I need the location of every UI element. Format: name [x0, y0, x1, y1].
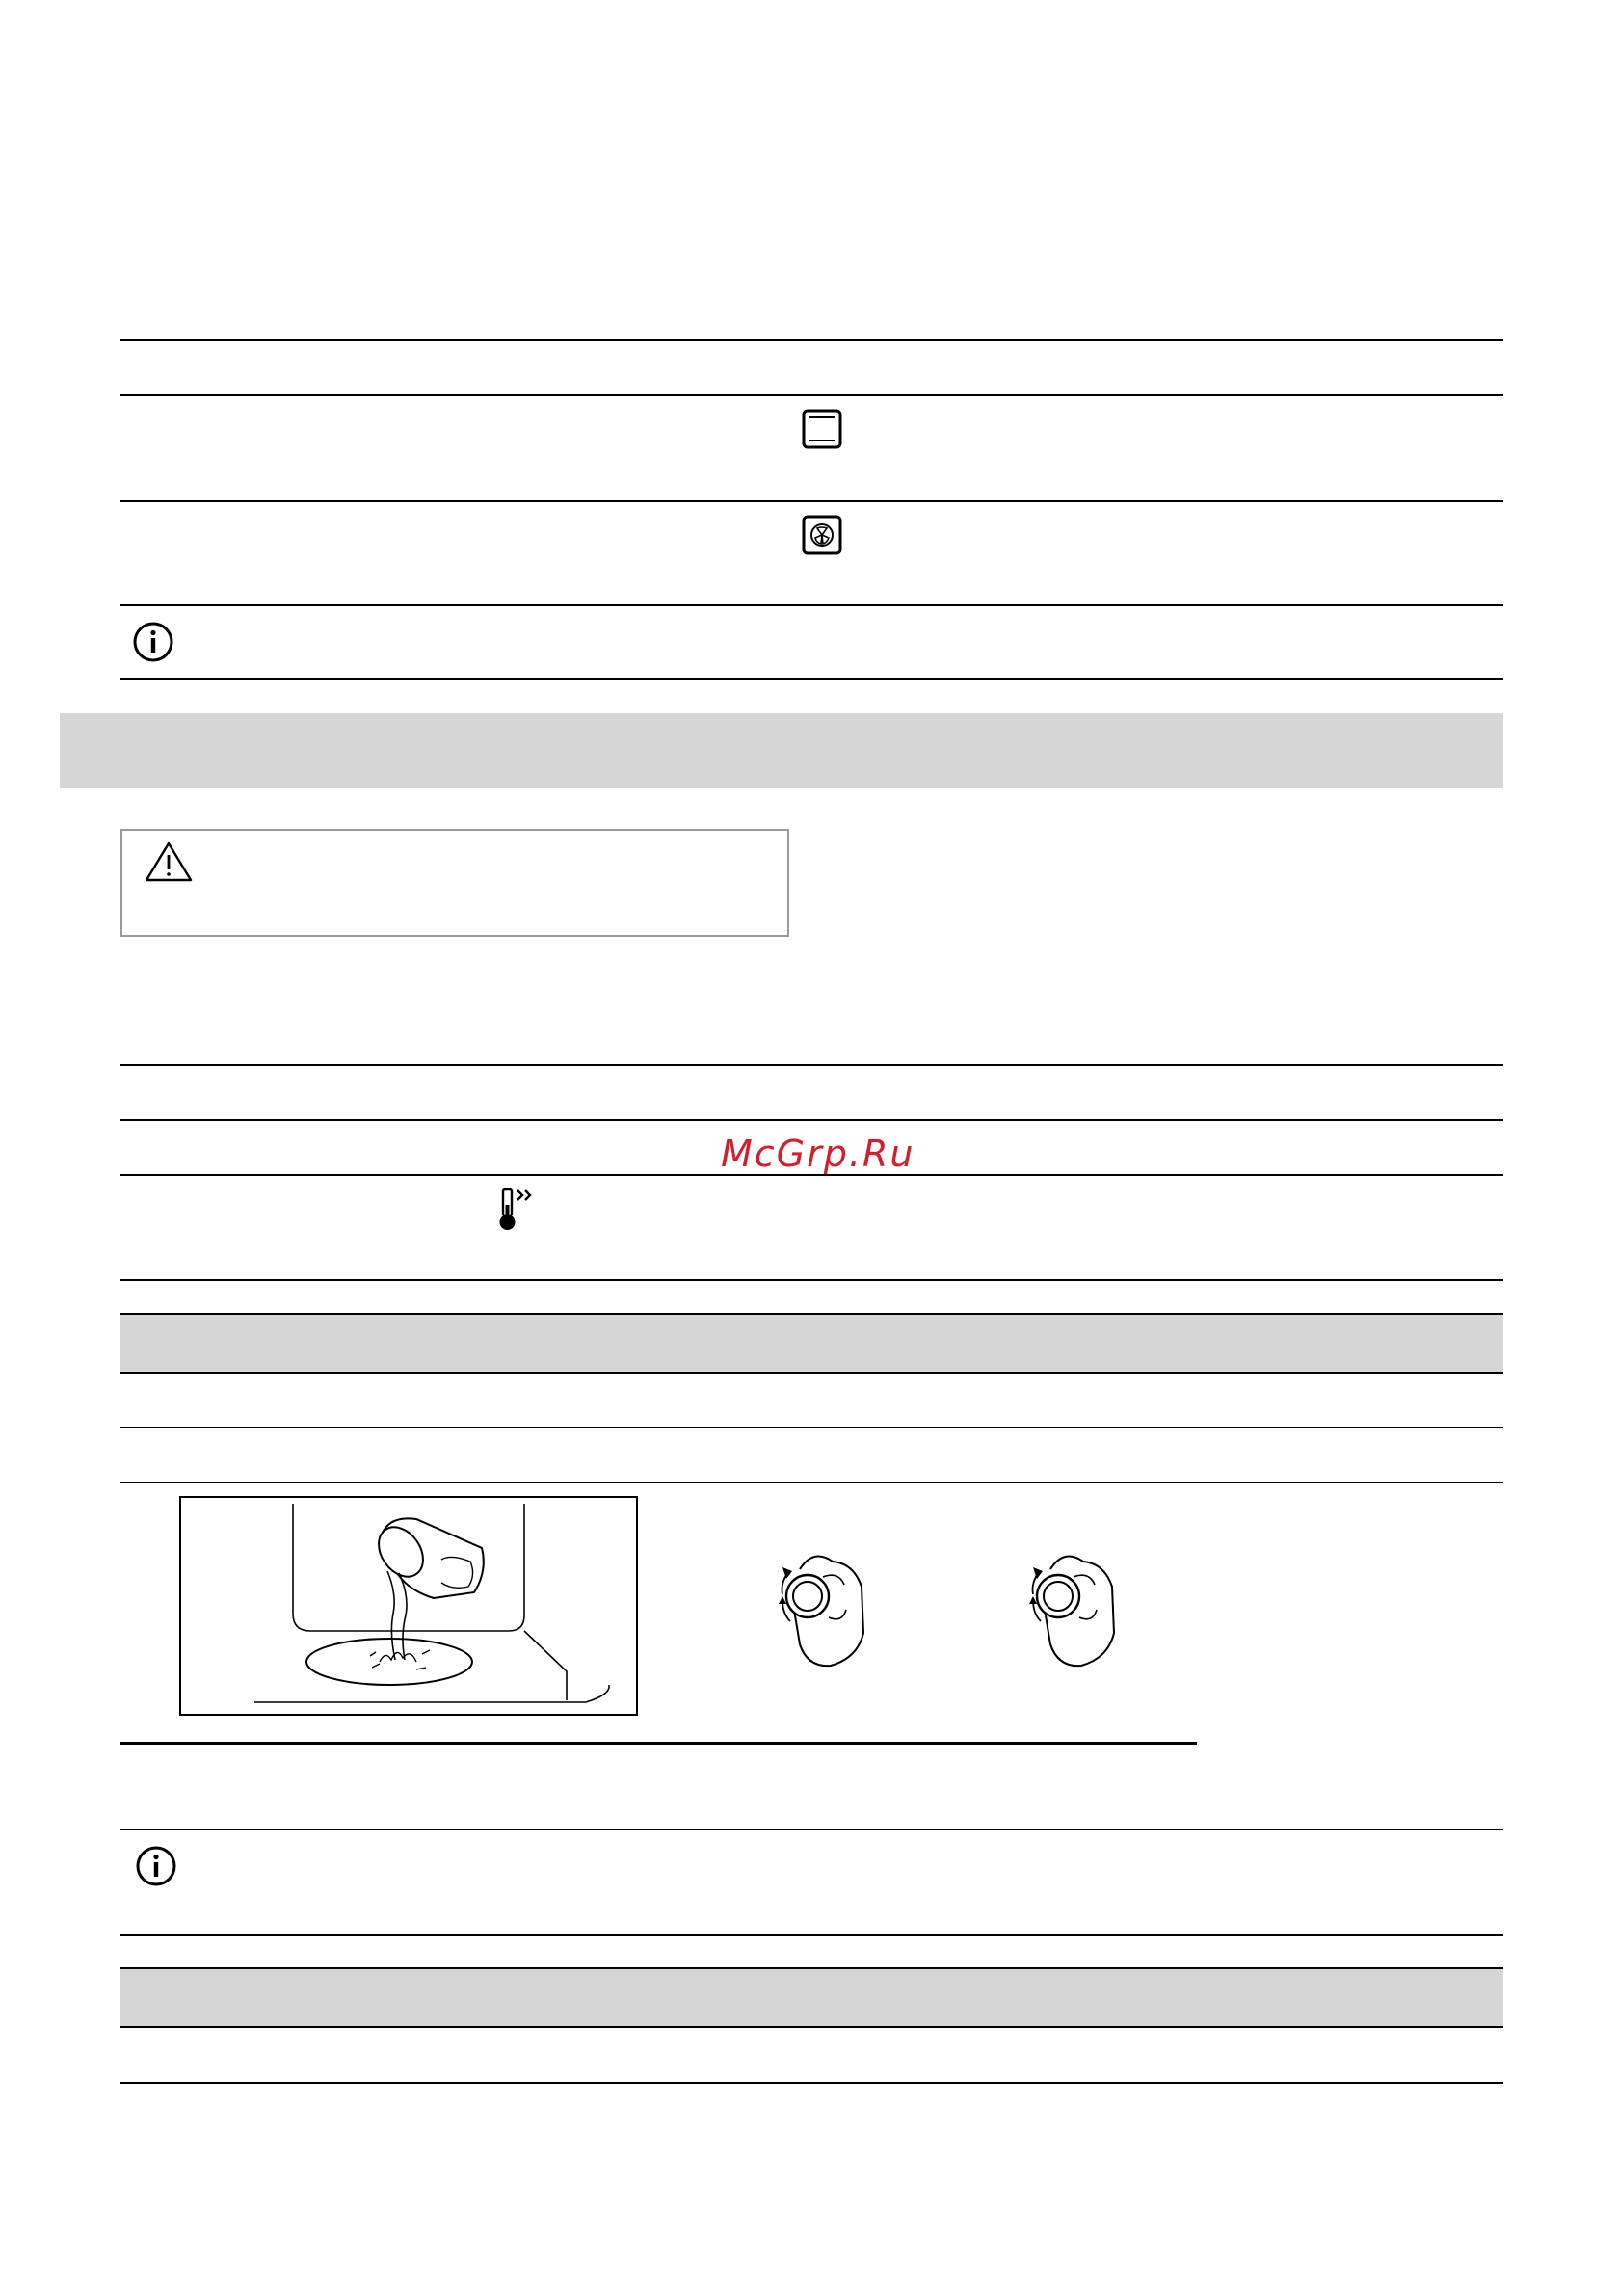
table-rule — [120, 394, 1503, 396]
table-rule — [120, 1064, 1503, 1066]
table-rule — [120, 339, 1503, 341]
table-rule — [120, 678, 1503, 680]
table-rule — [120, 2026, 1503, 2028]
figure-rule — [120, 1742, 1197, 1745]
table-rule — [120, 500, 1503, 502]
pouring-water-figure — [179, 1496, 638, 1716]
table-header-band — [120, 1969, 1503, 2026]
table-rule — [120, 1119, 1503, 1121]
knob-turn-left-illustration — [761, 1540, 877, 1671]
table-rule — [120, 1934, 1503, 1936]
fan-symbol-icon — [802, 515, 842, 555]
info-icon — [135, 1845, 177, 1887]
table-rule — [120, 1829, 1503, 1830]
watermark: McGrp.Ru — [721, 1133, 915, 1175]
top-heat-symbol-icon — [802, 409, 842, 449]
table-rule — [120, 1279, 1503, 1281]
pouring-water-illustration — [181, 1498, 636, 1714]
table-rule — [120, 1427, 1503, 1428]
thermometer-fast-heat-icon — [496, 1188, 544, 1232]
knob-turn-right-illustration — [1012, 1540, 1127, 1671]
table-rule — [120, 604, 1503, 606]
table-rule — [120, 2082, 1503, 2084]
warning-box — [120, 829, 789, 937]
table-rule — [120, 1482, 1503, 1483]
table-rule — [120, 1372, 1503, 1374]
table-header-band — [120, 1315, 1503, 1372]
info-icon — [132, 621, 174, 663]
section-heading-band — [60, 713, 1503, 788]
warning-triangle-icon — [144, 841, 194, 883]
